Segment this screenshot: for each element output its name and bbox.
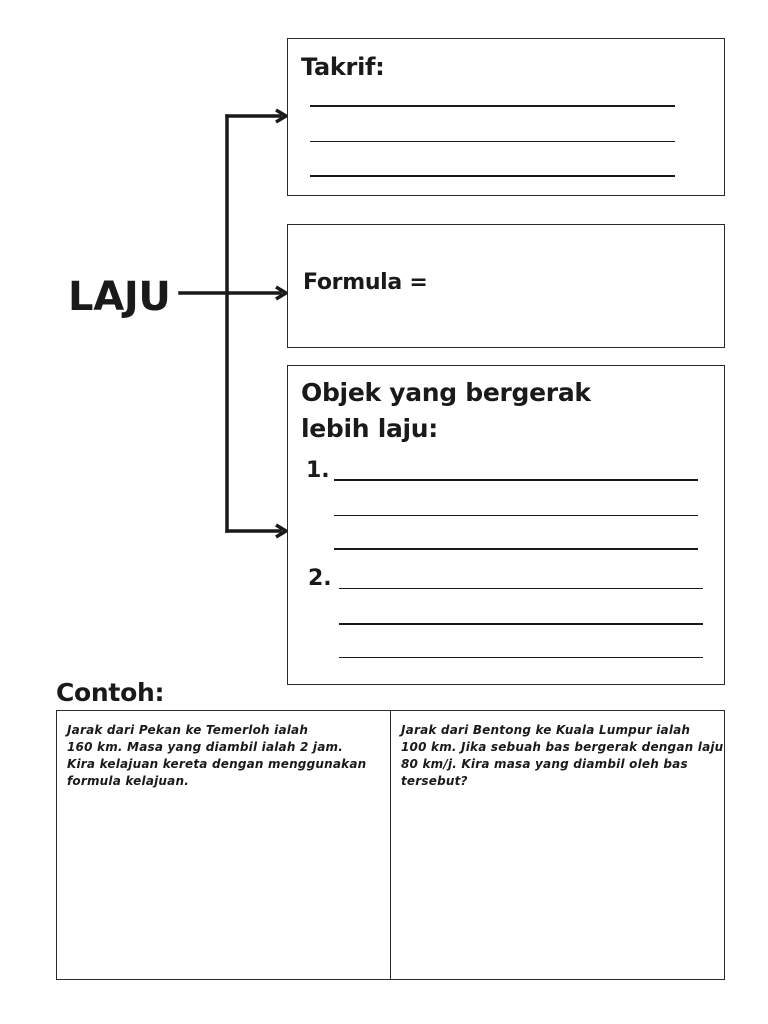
objek-item-2-line-2[interactable]: [339, 623, 703, 625]
question-2-cell[interactable]: [392, 711, 724, 979]
objek-item-2-line-3[interactable]: [339, 657, 703, 658]
objek-item-1-line-2[interactable]: [334, 515, 698, 516]
main-label: LAJU: [68, 274, 171, 320]
objek-item-1-line-1[interactable]: [334, 479, 698, 481]
objek-title-line-2: lebih laju:: [301, 414, 438, 443]
question-1-line-1: Jarak dari Pekan ke Temerloh ialah: [67, 723, 309, 737]
formula-box: [287, 224, 725, 348]
takrif-answer-line-2[interactable]: [310, 141, 675, 142]
objek-item-1-number: 1.: [306, 458, 330, 483]
takrif-answer-line-1[interactable]: [310, 105, 675, 107]
formula-title: Formula =: [303, 270, 428, 295]
objek-item-2-line-1[interactable]: [339, 588, 703, 589]
objek-title-line-1: Objek yang bergerak: [301, 378, 591, 407]
question-2-line-1: Jarak dari Bentong ke Kuala Lumpur ialah: [401, 723, 691, 737]
question-1-line-3: Kira kelajuan kereta dengan menggunakan: [67, 757, 367, 771]
objek-box: [287, 365, 725, 685]
takrif-answer-line-3[interactable]: [310, 175, 675, 177]
contoh-divider: [390, 711, 391, 979]
contoh-heading: Contoh:: [56, 678, 165, 707]
takrif-title: Takrif:: [301, 53, 385, 81]
question-2-line-2: 100 km. Jika sebuah bas bergerak dengan laju: [401, 740, 724, 754]
question-2-line-3: 80 km/j. Kira masa yang diambil oleh bas: [401, 757, 688, 771]
question-1-line-4: formula kelajuan.: [67, 774, 189, 788]
takrif-box: [287, 38, 725, 196]
objek-item-1-line-3[interactable]: [334, 548, 698, 550]
objek-item-2-number: 2.: [308, 566, 332, 591]
contoh-table: [56, 710, 725, 980]
question-2-line-4: tersebut?: [401, 774, 468, 788]
question-1-line-2: 160 km. Masa yang diambil ialah 2 jam.: [67, 740, 343, 754]
question-1-cell[interactable]: [57, 711, 390, 979]
